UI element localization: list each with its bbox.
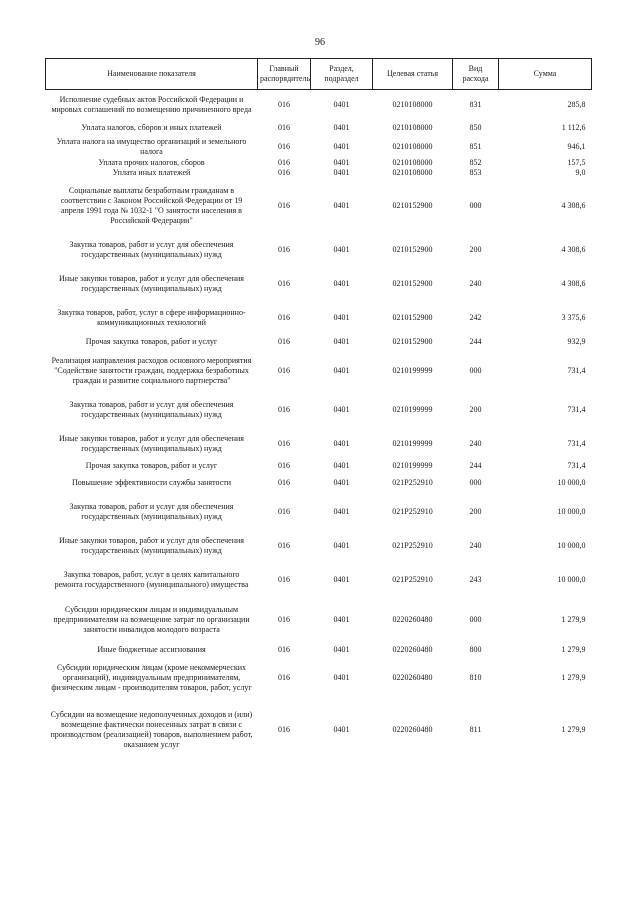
table-row — [46, 349, 592, 393]
row-expense-type-code: 240 — [469, 278, 482, 288]
row-expense-type-code: 850 — [469, 123, 482, 132]
row-expense-type-code: 244 — [469, 336, 482, 346]
row-admin-code: 016 — [278, 278, 290, 288]
row-sum: 946,1 — [567, 141, 586, 151]
header-expense-type: Вид расхода — [453, 59, 499, 90]
row-target-code: 0220260480 — [392, 673, 433, 682]
row-expense-type-code: 242 — [469, 312, 482, 322]
table-row — [46, 657, 592, 700]
row-sum: 731,4 — [567, 438, 586, 448]
row-expense-type-code: 244 — [469, 461, 482, 470]
row-sum: 731,4 — [567, 365, 586, 375]
table-row — [46, 301, 592, 335]
row-section-code: 0401 — [333, 478, 350, 487]
header-name: Наименование показателя — [46, 59, 258, 90]
row-sum: 157,5 — [567, 157, 586, 167]
table-row — [46, 495, 592, 529]
row-sum: 1 279,9 — [561, 644, 586, 654]
row-target-code: 0220260480 — [392, 614, 433, 624]
row-expense-type-code: 851 — [469, 141, 482, 151]
row-sum: 4 308,6 — [561, 278, 586, 288]
row-section-code: 0401 — [333, 404, 350, 414]
row-name: Социальные выплаты безработным гражданам в соответствии с Законом Российской Федерации от 19 апреля 1991 года № 1032-1 "О занятости населения в Российской Федерации" — [60, 186, 243, 225]
header-admin: Главный распорядитель — [258, 59, 311, 90]
table-row — [46, 179, 592, 234]
row-admin-code: 016 — [278, 123, 290, 132]
row-sum: 10 000,0 — [557, 540, 586, 550]
row-name: Уплата иных платежей — [112, 168, 191, 177]
row-target-code: 021P252910 — [392, 506, 433, 516]
budget-table — [45, 58, 592, 760]
row-target-code: 0210152900 — [392, 278, 433, 288]
row-section-code: 0401 — [333, 506, 350, 516]
table-body — [46, 90, 592, 760]
row-admin-code: 016 — [278, 404, 290, 414]
row-admin-code: 016 — [278, 245, 290, 254]
table-row — [46, 267, 592, 301]
row-sum: 10 000,0 — [557, 478, 586, 487]
row-name: Реализация направления расходов основного мероприятия "Содействие занятости граждан, поддержка безработных граждан и развитие социального партнерства" — [51, 355, 252, 385]
row-admin-code: 016 — [278, 614, 290, 624]
row-target-code: 0210152900 — [392, 312, 433, 322]
row-name: Прочая закупка товаров, работ и услуг — [85, 336, 218, 346]
row-section-code: 0401 — [333, 312, 350, 322]
table-row — [46, 597, 592, 643]
row-section-code: 0401 — [333, 157, 350, 167]
row-sum: 731,4 — [567, 404, 586, 414]
table-row — [46, 529, 592, 563]
table-row — [46, 90, 592, 121]
row-sum: 731,4 — [567, 461, 586, 470]
table-row — [46, 700, 592, 760]
row-section-code: 0401 — [333, 540, 350, 550]
row-name: Закупка товаров, работ и услуг для обеспечения государственных (муниципальных) нужд — [69, 240, 234, 259]
row-admin-code: 016 — [278, 574, 290, 584]
row-admin-code: 016 — [278, 141, 290, 151]
row-section-code: 0401 — [333, 724, 350, 734]
row-admin-code: 016 — [278, 100, 290, 110]
row-section-code: 0401 — [333, 100, 350, 110]
row-admin-code: 016 — [278, 312, 290, 322]
header-sum: Сумма — [499, 59, 592, 90]
row-target-code: 0210199999 — [392, 404, 433, 414]
row-admin-code: 016 — [278, 336, 290, 346]
row-admin-code: 016 — [278, 478, 290, 487]
row-target-code: 0210108000 — [392, 157, 433, 167]
row-target-code: 0210152900 — [392, 336, 433, 346]
row-name: Закупка товаров, работ и услуг для обеспечения государственных (муниципальных) нужд — [69, 399, 234, 419]
row-name: Уплата налога на имущество организаций и земельного налога — [56, 136, 247, 156]
row-sum: 1 279,9 — [561, 673, 586, 682]
row-expense-type-code: 810 — [469, 673, 482, 682]
table-row — [46, 158, 592, 168]
row-target-code: 0210108000 — [392, 141, 433, 151]
row-target-code: 0210152900 — [392, 201, 433, 210]
row-expense-type-code: 000 — [469, 478, 482, 487]
row-admin-code: 016 — [278, 540, 290, 550]
row-section-code: 0401 — [333, 278, 350, 288]
row-target-code: 0210108000 — [392, 123, 433, 132]
row-expense-type-code: 243 — [469, 574, 482, 584]
row-admin-code: 016 — [278, 157, 290, 167]
table-row — [46, 643, 592, 657]
row-sum: 932,9 — [567, 336, 586, 346]
row-target-code: 0210199999 — [392, 365, 433, 375]
row-name: Субсидии юридическим лицам и индивидуальным предпринимателям на возмещение затрат по организации занятости инвалидов молодого возраста — [53, 604, 250, 634]
row-admin-code: 016 — [278, 644, 290, 654]
page-number: 96 — [315, 37, 325, 48]
row-sum: 1 112,6 — [561, 123, 586, 132]
row-admin-code: 016 — [278, 365, 290, 375]
table-row — [46, 393, 592, 427]
row-admin-code: 016 — [278, 438, 290, 448]
row-sum: 1 279,9 — [561, 614, 586, 624]
table-row — [46, 427, 592, 461]
row-section-code: 0401 — [333, 438, 350, 448]
row-section-code: 0401 — [333, 336, 350, 346]
row-name: Субсидии юридическим лицам (кроме некоммерческих организаций), индивидуальным предпринимателям, физическим лицам - производителям товаров, работ, услуг — [51, 663, 252, 692]
row-name: Иные закупки товаров, работ и услуг для обеспечения государственных (муниципальных) нужд — [59, 273, 244, 293]
row-admin-code: 016 — [278, 168, 290, 177]
row-sum: 9,0 — [575, 168, 586, 177]
row-admin-code: 016 — [278, 724, 290, 734]
table-row — [46, 121, 592, 136]
row-target-code: 021P252910 — [392, 540, 433, 550]
row-expense-type-code: 831 — [469, 100, 482, 110]
row-name: Прочая закупка товаров, работ и услуг — [85, 461, 218, 470]
row-target-code: 0220260480 — [392, 644, 433, 654]
row-expense-type-code: 000 — [469, 614, 482, 624]
row-sum: 10 000,0 — [557, 574, 586, 584]
row-admin-code: 016 — [278, 506, 290, 516]
row-target-code: 0210152900 — [392, 245, 433, 254]
row-section-code: 0401 — [333, 644, 350, 654]
row-name: Иные закупки товаров, работ и услуг для обеспечения государственных (муниципальных) нужд — [59, 433, 244, 453]
header-section: Раздел, подраздел — [311, 59, 373, 90]
row-expense-type-code: 852 — [469, 157, 482, 167]
row-name: Иные закупки товаров, работ и услуг для обеспечения государственных (муниципальных) нужд — [59, 535, 244, 555]
row-expense-type-code: 000 — [469, 365, 482, 375]
table-header-row — [46, 59, 592, 90]
row-name: Закупка товаров, работ, услуг в целях капитального ремонта государственного (муниципального) имущества — [54, 569, 249, 589]
row-target-code: 0210108000 — [392, 100, 433, 110]
row-section-code: 0401 — [333, 461, 350, 470]
row-admin-code: 016 — [278, 461, 290, 470]
row-section-code: 0401 — [333, 365, 350, 375]
row-target-code: 0210199999 — [392, 461, 433, 470]
row-target-code: 0210108000 — [392, 168, 433, 177]
row-section-code: 0401 — [333, 168, 350, 177]
row-target-code: 0220260480 — [392, 724, 433, 734]
row-admin-code: 016 — [278, 201, 290, 210]
row-name: Субсидии на возмещение недополученных доходов и (или) возмещение фактически понесенных затрат в связи с производством (реализацией) товаров, выполнением работ, оказанием услуг — [50, 709, 253, 749]
table-row — [46, 335, 592, 349]
table-row — [46, 461, 592, 472]
table-row — [46, 472, 592, 495]
row-name: Исполнение судебных актов Российской Федерации и мировых соглашений по возмещению причиненного вреда — [51, 95, 252, 115]
row-name: Закупка товаров, работ, услуг в сфере информационно-коммуникационных технологий — [57, 307, 246, 327]
row-expense-type-code: 200 — [469, 506, 482, 516]
row-sum: 285,8 — [567, 100, 586, 110]
row-sum: 10 000,0 — [557, 506, 586, 516]
table-row — [46, 136, 592, 158]
row-target-code: 021P252910 — [392, 478, 433, 487]
row-section-code: 0401 — [333, 574, 350, 584]
table-row — [46, 168, 592, 179]
table-row — [46, 234, 592, 267]
row-expense-type-code: 800 — [469, 644, 482, 654]
row-admin-code: 016 — [278, 673, 290, 682]
row-section-code: 0401 — [333, 245, 350, 254]
table-row — [46, 563, 592, 597]
header-target: Целевая статья — [373, 59, 453, 90]
row-section-code: 0401 — [333, 614, 350, 624]
row-expense-type-code: 240 — [469, 438, 482, 448]
row-expense-type-code: 200 — [469, 404, 482, 414]
row-section-code: 0401 — [333, 201, 350, 210]
row-section-code: 0401 — [333, 141, 350, 151]
row-sum: 1 279,9 — [561, 724, 586, 734]
row-expense-type-code: 200 — [469, 245, 482, 254]
row-name: Закупка товаров, работ и услуг для обеспечения государственных (муниципальных) нужд — [69, 501, 234, 521]
row-expense-type-code: 853 — [469, 168, 482, 177]
row-name: Уплата налогов, сборов и иных платежей — [81, 123, 222, 132]
row-name: Уплата прочих налогов, сборов — [98, 157, 205, 167]
row-name: Повышение эффективности службы занятости — [71, 478, 232, 487]
row-section-code: 0401 — [333, 673, 350, 682]
row-section-code: 0401 — [333, 123, 350, 132]
row-sum: 4 308,6 — [561, 201, 586, 210]
row-target-code: 021P252910 — [392, 574, 433, 584]
row-expense-type-code: 811 — [469, 724, 482, 734]
row-target-code: 0210199999 — [392, 438, 433, 448]
row-sum: 4 308,6 — [561, 245, 586, 254]
row-expense-type-code: 240 — [469, 540, 482, 550]
row-name: Иные бюджетные ассигнования — [97, 644, 206, 654]
row-expense-type-code: 000 — [469, 201, 482, 210]
row-sum: 3 375,6 — [561, 312, 586, 322]
